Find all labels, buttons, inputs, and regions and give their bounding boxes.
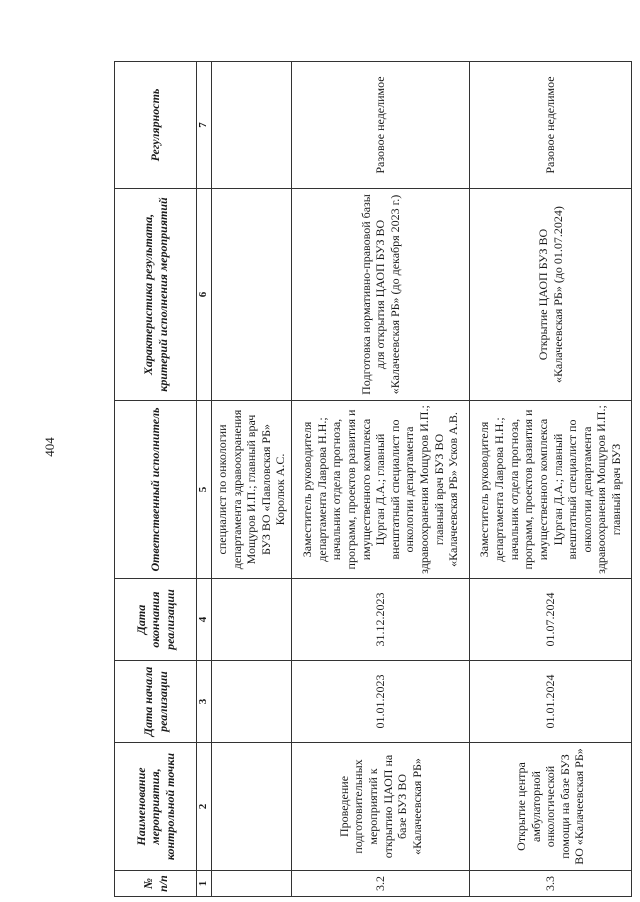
table-row	[292, 62, 470, 897]
header-row	[115, 62, 197, 897]
rotated-page	[114, 62, 630, 897]
header-regularity: Регулярность	[115, 62, 197, 189]
column-number: 4	[197, 579, 212, 661]
row-name: Открытие центра амбулаторной онкологической помощи на базе БУЗ ВО «Калачеевская РБ»	[470, 743, 632, 871]
row-start: 01.01.2024	[470, 661, 632, 743]
row-name	[212, 743, 292, 871]
header-result: Характеристика результата, критерий исполнения мероприятий	[115, 189, 197, 401]
column-number: 5	[197, 401, 212, 579]
row-responsible: специалист по онкологии департамента здравоохранения Мощуров И.П.; главный врач БУЗ ВО «Павловская РБ» Королюк А.С.	[212, 401, 292, 579]
row-end	[212, 579, 292, 661]
row-result: Подготовка нормативно-правовой базы для открытия ЦАОП БУЗ ВО «Калачеевская РБ» (до декабря 2023 г.)	[292, 189, 470, 401]
column-number: 3	[197, 661, 212, 743]
column-number: 6	[197, 189, 212, 401]
row-num: 3.3	[470, 871, 632, 897]
measures-table	[114, 61, 632, 897]
header-name: Наименование мероприятия, контрольной точки	[115, 743, 197, 871]
row-num: 3.2	[292, 871, 470, 897]
row-num	[212, 871, 292, 897]
column-number: 1	[197, 871, 212, 897]
table-row	[470, 62, 632, 897]
header-responsible: Ответственный исполнитель	[115, 401, 197, 579]
row-end: 01.07.2024	[470, 579, 632, 661]
row-start	[212, 661, 292, 743]
header-end: Дата окончания реализации	[115, 579, 197, 661]
row-regularity: Разовое неделимое	[470, 62, 632, 189]
row-end: 31.12.2023	[292, 579, 470, 661]
table-row	[212, 62, 292, 897]
page-number: 404	[42, 437, 57, 457]
row-regularity	[212, 62, 292, 189]
row-result	[212, 189, 292, 401]
column-number: 7	[197, 62, 212, 189]
header-start: Дата начала реализации	[115, 661, 197, 743]
row-regularity: Разовое неделимое	[292, 62, 470, 189]
row-name: Проведение подготовительных мероприятий к открытию ЦАОП на базе БУЗ ВО «Калачеевская РБ»	[292, 743, 470, 871]
row-start: 01.01.2023	[292, 661, 470, 743]
row-responsible: Заместитель руководителя департамента Лаврова Н.Н.; начальник отдела прогноза, программ, проектов развития и имущественного комплекса Цурган Д.А.; главный внештатный специалист по онкологии департамента здравоохранения Мощуров И.П.; главный врач БУЗ ВО «Калачеевская РБ» Усков А.В.	[292, 401, 470, 579]
column-number: 2	[197, 743, 212, 871]
column-numbers-row	[197, 62, 212, 897]
header-num: № п/п	[115, 871, 197, 897]
row-result: Открытие ЦАОП БУЗ ВО «Калачеевская РБ» (до 01.07.2024)	[470, 189, 632, 401]
row-responsible: Заместитель руководителя департамента Лаврова Н.Н.; начальник отдела прогноза, программ, проектов развития и имущественного комплекса Цурган Д.А.; главный внештатный специалист по онкологии департамента здравоохранения Мощуров И.П.; главный врач БУЗ	[470, 401, 632, 579]
